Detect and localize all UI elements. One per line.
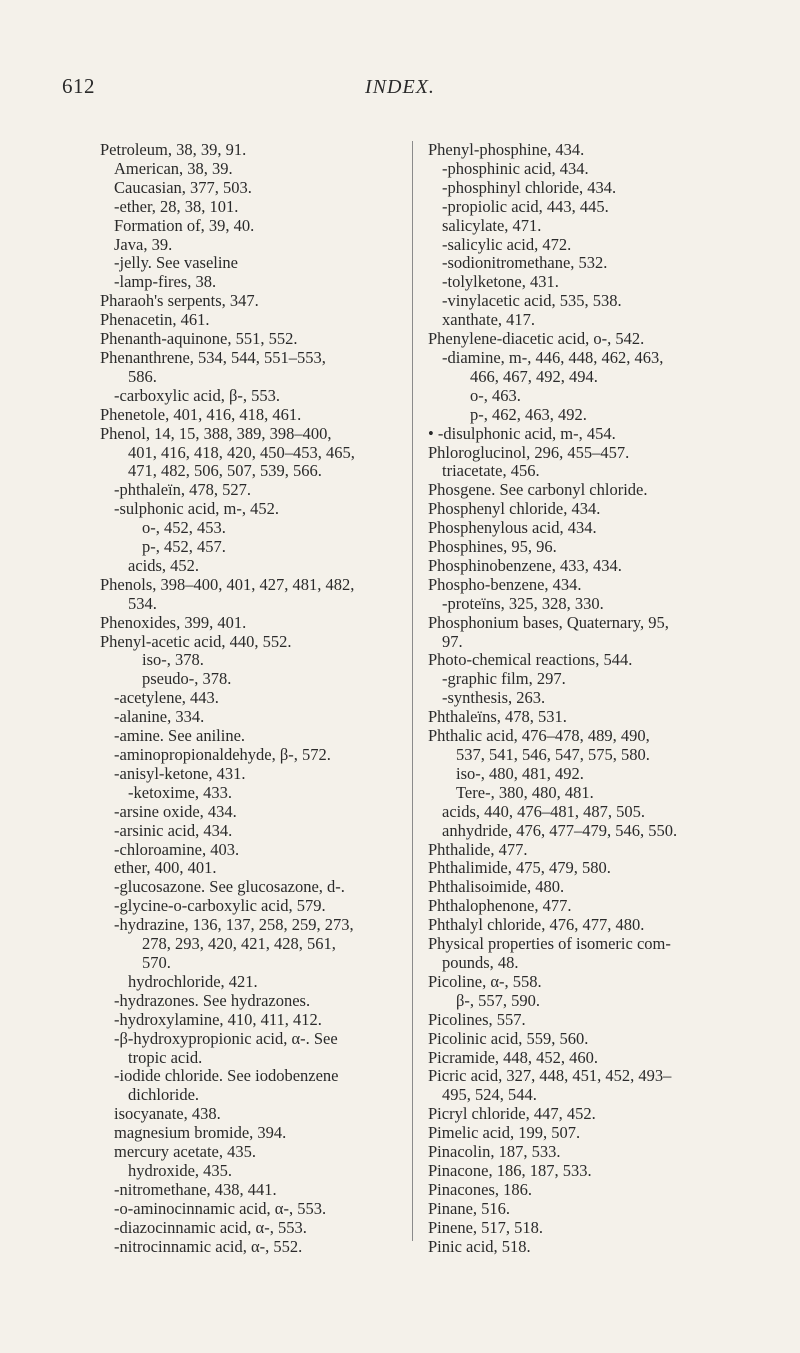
index-entry: Phthalophenone, 477. xyxy=(428,896,572,916)
index-entry: Pharaoh's serpents, 347. xyxy=(100,291,259,311)
index-entry: -carboxylic acid, β-, 553. xyxy=(114,385,280,405)
index-entry: -proteïns, 325, 328, 330. xyxy=(442,593,604,613)
index-entry: -hydrazones. See hydrazones. xyxy=(114,990,311,1010)
index-entry: American, 38, 39. xyxy=(114,158,233,178)
index-entry: 401, 416, 418, 420, 450–453, 465, xyxy=(128,442,355,462)
index-entry: Phenoxides, 399, 401. xyxy=(100,612,247,632)
index-entry: -chloroamine, 403. xyxy=(114,839,240,859)
index-entry: acids, 452. xyxy=(128,555,200,575)
index-entry: 586. xyxy=(128,366,157,386)
index-entry: -amine. See aniline. xyxy=(114,726,246,746)
column-divider xyxy=(412,141,413,1241)
index-entry: Tere-, 380, 480, 481. xyxy=(456,782,594,802)
index-entry: Phosgene. See carbonyl chloride. xyxy=(428,480,648,500)
index-column-left xyxy=(100,141,405,1256)
index-entry: Phenanthrene, 534, 544, 551–553, xyxy=(100,347,326,367)
index-entry: -synthesis, 263. xyxy=(442,688,546,708)
index-entry: Phthalide, 477. xyxy=(428,839,528,859)
index-entry: Caucasian, 377, 503. xyxy=(114,177,252,197)
index-entry: hydroxide, 435. xyxy=(128,1160,233,1180)
index-entry: 570. xyxy=(142,952,171,972)
index-entry: xanthate, 417. xyxy=(442,310,536,330)
index-entry: Picolines, 557. xyxy=(428,1009,526,1029)
page-number: 612 xyxy=(62,74,95,98)
index-entry: -lamp-fires, 38. xyxy=(114,272,217,292)
index-entry: mercury acetate, 435. xyxy=(114,1142,257,1162)
index-entry: Phenanth-aquinone, 551, 552. xyxy=(100,329,298,349)
index-entry: Pimelic acid, 199, 507. xyxy=(428,1123,581,1143)
index-entry: Phosphinobenzene, 433, 434. xyxy=(428,555,622,575)
index-entry: -diamine, m-, 446, 448, 462, 463, xyxy=(442,347,664,367)
index-entry: Pinic acid, 518. xyxy=(428,1236,531,1256)
index-entry: -iodide chloride. See iodobenzene xyxy=(114,1066,339,1086)
index-entry: Phenyl-acetic acid, 440, 552. xyxy=(100,631,292,651)
index-entry: salicylate, 471. xyxy=(442,215,542,235)
index-entry: Pinane, 516. xyxy=(428,1198,511,1218)
index-entry: Pinacolin, 187, 533. xyxy=(428,1142,561,1162)
index-entry: -o-aminocinnamic acid, α-, 553. xyxy=(114,1198,327,1218)
index-entry: 97. xyxy=(442,631,463,651)
index-entry: -ketoxime, 433. xyxy=(128,782,233,802)
index-entry: -propiolic acid, 443, 445. xyxy=(442,196,609,216)
index-entry: Phthalisoimide, 480. xyxy=(428,877,565,897)
index-entry: Phenacetin, 461. xyxy=(100,310,210,330)
index-entry: -aminopropionaldehyde, β-, 572. xyxy=(114,745,331,764)
index-entry: -vinylacetic acid, 535, 538. xyxy=(442,291,622,311)
index-entry: -nitrocinnamic acid, α-, 552. xyxy=(114,1236,303,1256)
index-entry: 495, 524, 544. xyxy=(442,1085,537,1105)
index-entry: -phosphinic acid, 434. xyxy=(442,158,589,178)
index-entry: 278, 293, 420, 421, 428, 561, xyxy=(142,934,336,954)
index-entry: -glycine-o-carboxylic acid, 579. xyxy=(114,896,326,916)
index-entry: anhydride, 476, 477–479, 546, 550. xyxy=(442,820,678,840)
index-entry: Phenyl-phosphine, 434. xyxy=(428,140,585,159)
index-entry: -tolylketone, 431. xyxy=(442,272,559,292)
index-entry: -phosphinyl chloride, 434. xyxy=(442,177,617,197)
index-entry: Picoline, α-, 558. xyxy=(428,971,542,991)
index-entry: Petroleum, 38, 39, 91. xyxy=(100,140,247,159)
index-entry: Photo-chemical reactions, 544. xyxy=(428,650,633,670)
index-entry: o-, 463. xyxy=(470,385,521,405)
index-entry: β-, 557, 590. xyxy=(456,990,541,1010)
index-entry: Phosphonium bases, Quaternary, 95, xyxy=(428,612,669,632)
index-entry: Phloroglucinol, 296, 455–457. xyxy=(428,442,630,462)
index-entry: -salicylic acid, 472. xyxy=(442,234,572,254)
index-entry: pounds, 48. xyxy=(442,952,519,972)
index-entry: Phosphenylous acid, 434. xyxy=(428,518,597,538)
index-entry: o-, 452, 453. xyxy=(142,518,226,538)
index-entry: Phenetole, 401, 416, 418, 461. xyxy=(100,404,302,424)
index-entry: tropic acid. xyxy=(128,1047,203,1067)
index-entry: Phenol, 14, 15, 388, 389, 398–400, xyxy=(100,423,332,443)
index-entry: -sulphonic acid, m-, 452. xyxy=(114,499,279,519)
index-entry: -hydrazine, 136, 137, 258, 259, 273, xyxy=(114,915,354,935)
index-entry: -phthaleïn, 478, 527. xyxy=(114,480,252,500)
index-entry: Phthaleïns, 478, 531. xyxy=(428,707,567,727)
index-entry: 466, 467, 492, 494. xyxy=(470,366,598,386)
index-column-right xyxy=(428,141,746,1256)
index-entry: 537, 541, 546, 547, 575, 580. xyxy=(456,745,650,764)
index-entry: triacetate, 456. xyxy=(442,461,540,481)
page-header xyxy=(0,74,800,104)
index-entry: Phthalyl chloride, 476, 477, 480. xyxy=(428,915,645,935)
index-entry: Phospho-benzene, 434. xyxy=(428,574,582,594)
index-entry: Phenols, 398–400, 401, 427, 481, 482, xyxy=(100,574,355,594)
index-entry: 534. xyxy=(128,593,157,613)
index-entry: -alanine, 334. xyxy=(114,707,205,727)
index-entry: Pinene, 517, 518. xyxy=(428,1217,544,1237)
index-entry: Phthalic acid, 476–478, 489, 490, xyxy=(428,726,650,746)
index-entry: Picramide, 448, 452, 460. xyxy=(428,1047,599,1067)
index-entry: -anisyl-ketone, 431. xyxy=(114,763,246,783)
index-entry: -nitromethane, 438, 441. xyxy=(114,1179,277,1199)
index-entry: Phosphines, 95, 96. xyxy=(428,537,557,557)
index-entry: -sodionitromethane, 532. xyxy=(442,253,608,273)
index-entry: Picryl chloride, 447, 452. xyxy=(428,1104,596,1124)
index-entry: acids, 440, 476–481, 487, 505. xyxy=(442,801,646,821)
index-entry: p-, 462, 463, 492. xyxy=(470,404,587,424)
index-entry: -hydroxylamine, 410, 411, 412. xyxy=(114,1009,322,1029)
index-entry: -acetylene, 443. xyxy=(114,688,219,708)
index-entry: Phenylene-diacetic acid, o-, 542. xyxy=(428,329,645,349)
index-entry: Physical properties of isomeric com- xyxy=(428,934,671,954)
index-entry: iso-, 480, 481, 492. xyxy=(456,763,584,783)
index-entry: • -disulphonic acid, m-, 454. xyxy=(428,423,616,443)
index-entry: -ether, 28, 38, 101. xyxy=(114,196,239,216)
index-entry: hydrochloride, 421. xyxy=(128,971,258,991)
index-entry: -glucosazone. See glucosazone, d-. xyxy=(114,877,345,897)
index-entry: magnesium bromide, 394. xyxy=(114,1123,287,1143)
index-entry: -β-hydroxypropionic acid, α-. See xyxy=(114,1028,338,1048)
index-entry: Phthalimide, 475, 479, 580. xyxy=(428,858,611,878)
index-entry: -jelly. See vaseline xyxy=(114,253,239,273)
index-entry: Picolinic acid, 559, 560. xyxy=(428,1028,589,1048)
index-entry: -arsine oxide, 434. xyxy=(114,801,237,821)
index-entry: isocyanate, 438. xyxy=(114,1104,221,1124)
index-entry: Picric acid, 327, 448, 451, 452, 493– xyxy=(428,1066,672,1086)
index-entry: 471, 482, 506, 507, 539, 566. xyxy=(128,461,322,481)
index-entry: ether, 400, 401. xyxy=(114,858,217,878)
index-entry: Formation of, 39, 40. xyxy=(114,215,255,235)
index-entry: iso-, 378. xyxy=(142,650,204,670)
index-entry: Pinacone, 186, 187, 533. xyxy=(428,1160,592,1180)
index-entry: p-, 452, 457. xyxy=(142,537,226,557)
index-entry: Phosphenyl chloride, 434. xyxy=(428,499,601,519)
index-entry: -arsinic acid, 434. xyxy=(114,820,233,840)
index-entry: Pinacones, 186. xyxy=(428,1179,533,1199)
index-entry: pseudo-, 378. xyxy=(142,669,232,689)
index-entry: -graphic film, 297. xyxy=(442,669,566,689)
running-title: INDEX. xyxy=(365,76,435,98)
index-entry: Java, 39. xyxy=(114,234,173,254)
index-entry: -diazocinnamic acid, α-, 553. xyxy=(114,1217,307,1237)
index-entry: dichloride. xyxy=(128,1085,200,1105)
